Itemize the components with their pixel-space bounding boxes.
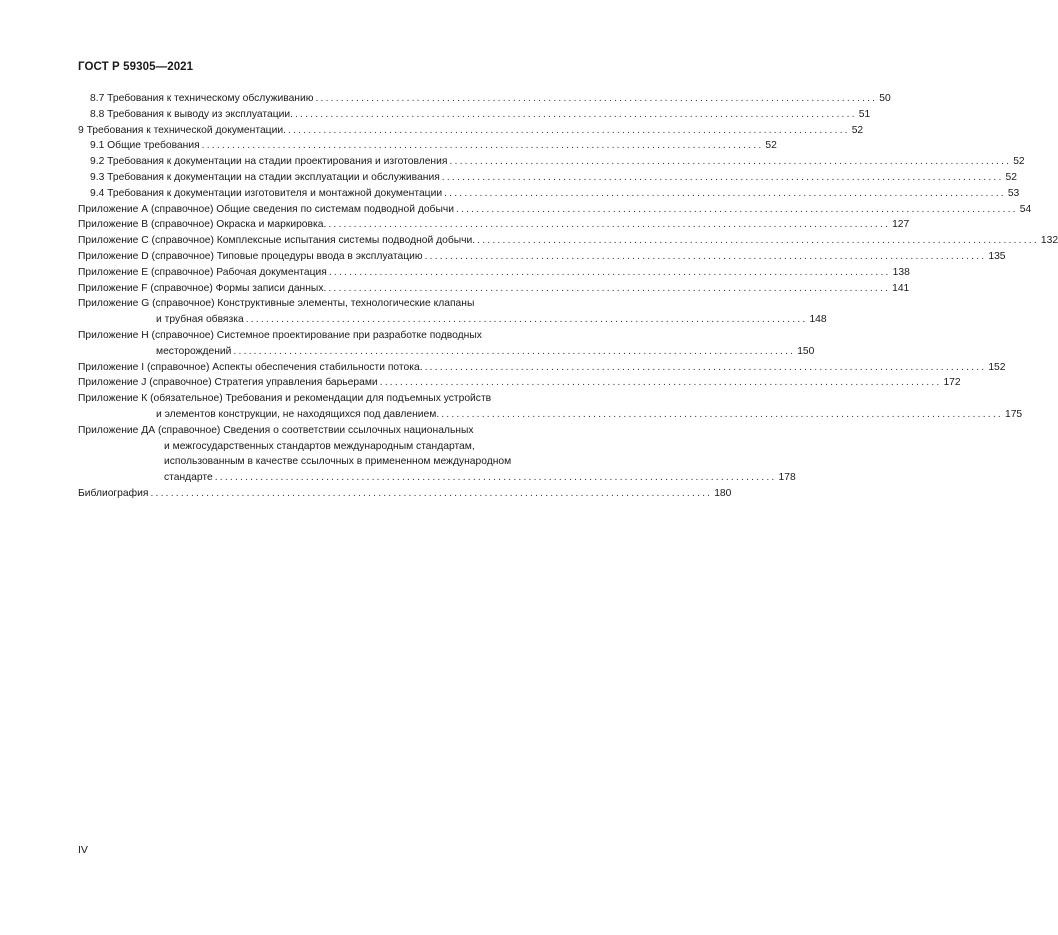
toc-entry-title: Приложение К (обязательное) Требования и рекомендации для подъемных устройств (78, 393, 492, 405)
toc-entry[interactable] (78, 138, 777, 154)
leader-dots: ............................................................................................................... (455, 203, 1018, 215)
leader-dots: ............................................................................................................... (424, 250, 987, 262)
toc-entry[interactable] (78, 186, 1020, 202)
toc-entry[interactable] (78, 249, 1006, 265)
leader-dots: ............................................................................................................... (328, 266, 891, 278)
toc-entry-title: 8.8 Требования к выводу из эксплуатации. (90, 108, 293, 120)
toc-entry-title: 9.2 Требования к документации на стадии проектирования и изготовления (90, 156, 448, 168)
leader-dots: ............................................................................................................... (477, 235, 1039, 247)
toc-page-number: 178 (778, 472, 796, 484)
toc-entry-title: Приложение I (справочное) Аспекты обеспечения стабильности потока. (78, 361, 423, 373)
toc-page-number: 52 (765, 140, 777, 152)
toc-entry[interactable] (78, 486, 732, 502)
toc-entry-title: Приложение G (справочное) Конструктивные элементы, технологические клапаны (78, 298, 475, 310)
toc-entry-title: 9 Требования к технической документации. (78, 124, 286, 136)
toc-entry[interactable] (78, 296, 827, 328)
toc-entry-title: Приложение Н (справочное) Системное проектирование при разработке подводных (78, 329, 482, 341)
toc-page-number: 141 (892, 282, 910, 294)
toc-page-number: 53 (1007, 187, 1020, 199)
toc-entry-title-continuation: стандарте (164, 472, 213, 484)
leader-dots: ............................................................................................................... (328, 282, 891, 294)
leader-dots: ............................................................................................................... (233, 345, 796, 357)
leader-dots: ............................................................................................................... (315, 93, 878, 104)
toc-entry-title: Приложение E (справочное) Рабочая документация (78, 266, 327, 278)
toc-entry[interactable] (78, 265, 910, 281)
toc-entry-title: Приложение А (справочное) Общие сведения по системам подводной добычи (78, 203, 454, 215)
toc-entry[interactable] (78, 281, 910, 297)
leader-dots: ............................................................................................................... (444, 187, 1006, 199)
toc-page-number: 152 (988, 361, 1006, 373)
toc-entry-title: Приложение D (справочное) Типовые процедуры ввода в эксплуатацию (78, 250, 423, 262)
toc-entry-title-continuation: и трубная обвязка (156, 314, 244, 326)
toc-entry-title: 9.3 Требования к документации на стадии эксплуатации и обслуживания (90, 171, 440, 183)
toc-entry[interactable] (78, 154, 1025, 170)
toc-page-number: 127 (892, 219, 910, 231)
toc-entry-title: Приложение В (справочное) Окраска и маркировка. (78, 219, 327, 231)
toc-entry[interactable] (78, 202, 1032, 218)
toc-entry[interactable] (78, 91, 891, 107)
leader-dots: ............................................................................................................... (379, 377, 942, 389)
toc-page-number: 50 (879, 93, 891, 104)
toc-entry[interactable] (78, 170, 1017, 186)
toc-page-number: 148 (809, 314, 827, 326)
leader-dots: ............................................................................................................... (449, 156, 1012, 168)
toc-entry-title-continuation: и элементов конструкции, не находящихся под давлением. (156, 408, 440, 420)
toc-entry-title: 9.4 Требования к документации изготовителя и монтажной документации (90, 187, 443, 199)
toc-entry-title-continuation: использованным в качестве ссылочных в примененном международном (164, 456, 512, 468)
toc-entry[interactable] (78, 328, 815, 360)
toc-page-number: 52 (1013, 156, 1025, 168)
toc-entry-title-continuation: и межгосударственных стандартов международным стандартам, (164, 440, 475, 452)
toc-entry[interactable] (78, 375, 961, 391)
toc-page-number: 132 (1040, 235, 1058, 247)
toc-page-number: 135 (988, 250, 1006, 262)
toc-entry[interactable] (78, 391, 1023, 423)
toc-entry[interactable] (78, 107, 871, 123)
toc-page-number: 180 (714, 487, 732, 499)
toc-entry[interactable] (78, 360, 1006, 376)
leader-dots: ............................................................................................................... (245, 314, 808, 326)
toc-entry-title: Библиография (78, 487, 149, 499)
toc-entry-title: Приложение J (справочное) Стратегия управления барьерами (78, 377, 378, 389)
toc-entry[interactable] (78, 423, 796, 486)
toc-entry-title: 9.1 Общие требования (90, 140, 200, 152)
leader-dots: ............................................................................................................... (424, 361, 987, 373)
document-header-title: ГОСТ Р 59305—2021 (78, 61, 194, 73)
toc-entry[interactable] (78, 123, 864, 139)
toc-page-number: 52 (851, 124, 864, 136)
toc-page-number: 138 (892, 266, 910, 278)
leader-dots: ............................................................................................................... (441, 171, 1004, 183)
toc-entry-title-continuation: месторождений (156, 345, 232, 357)
leader-dots: ............................................................................................................... (287, 124, 850, 136)
leader-dots: ............................................................................................................... (328, 219, 891, 231)
toc-entry[interactable] (78, 217, 910, 233)
leader-dots: ............................................................................................................... (294, 108, 857, 120)
toc-page-number: 52 (1005, 171, 1017, 183)
table-of-contents (78, 91, 1058, 502)
toc-entry-title: Приложение ДА (справочное) Сведения о соответствии ссылочных национальных (78, 424, 474, 436)
toc-entry-title: Приложение С (справочное) Комплексные испытания системы подводной добычи. (78, 235, 476, 247)
toc-entry-title: Приложение F (справочное) Формы записи данных. (78, 282, 327, 294)
toc-page-number: 51 (858, 108, 871, 120)
toc-page-number: 150 (797, 345, 815, 357)
page-number-footer: IV (78, 844, 88, 856)
leader-dots: ............................................................................................................... (214, 472, 777, 484)
leader-dots: ............................................................................................................... (150, 487, 713, 499)
leader-dots: ............................................................................................................... (201, 140, 764, 152)
leader-dots: ............................................................................................................... (441, 408, 1003, 420)
toc-page-number: 172 (943, 377, 961, 389)
toc-entry-title: 8.7 Требования к техническому обслуживанию (90, 93, 314, 104)
toc-page-number: 54 (1019, 203, 1032, 215)
toc-page-number: 175 (1004, 408, 1023, 420)
toc-entry[interactable] (78, 233, 1058, 249)
